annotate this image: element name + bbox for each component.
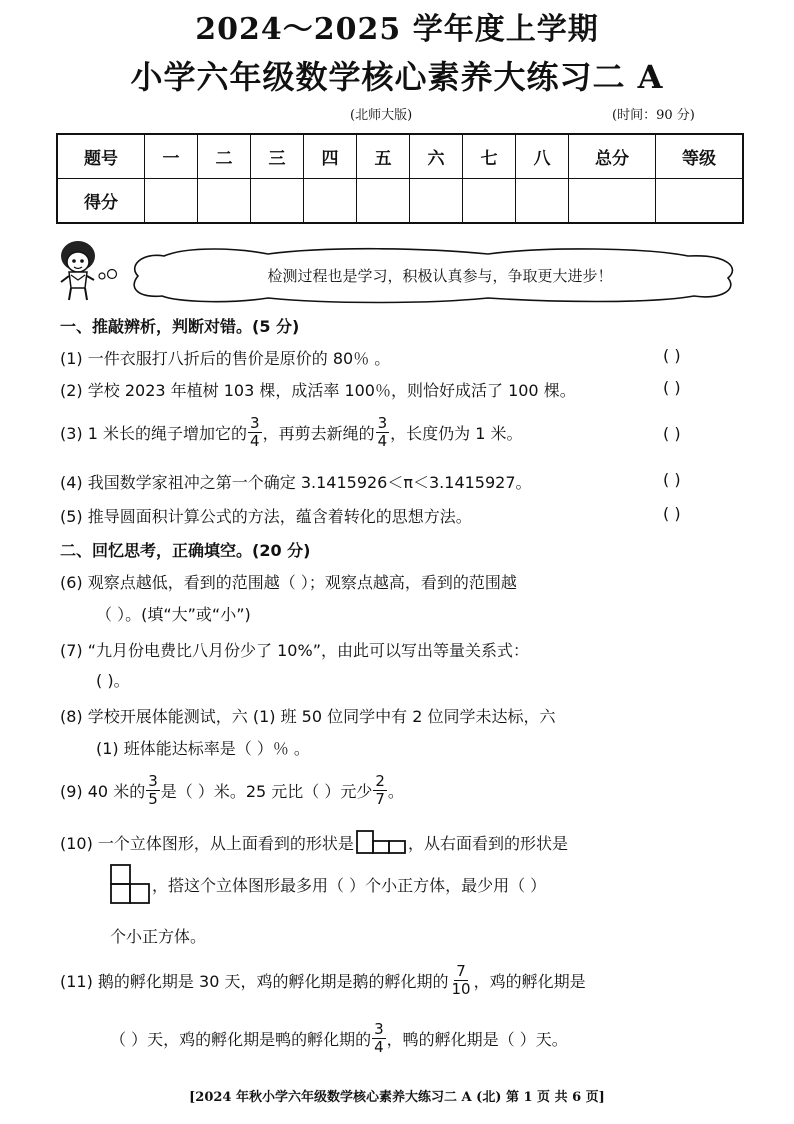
answer-paren-5[interactable]: ( ) [663,504,681,523]
right-view-shape-icon [110,864,150,904]
frac-den: 10 [451,979,471,998]
banner-text: 检测过程也是学习，积极认真参与，争取更大进步！ [267,267,613,285]
score-cell[interactable] [410,179,463,224]
answer-paren-3[interactable]: ( ) [663,424,681,443]
question-3-part-c: ，长度仍为 1 米。 [390,423,523,443]
question-11-line-1 [60,958,586,1002]
frac-num: 3 [377,413,388,432]
fraction-3-4 [248,415,262,450]
question-6-line-2: （ ）。(填“大”或“小”) [96,605,251,624]
score-table-header-row [57,134,743,179]
question-5: (5) 推导圆面积计算公式的方法，蕴含着转化的思想方法。 [60,507,472,526]
answer-paren-2[interactable]: ( ) [663,378,681,397]
question-3-part-b: ，再剪去新绳的 [262,423,375,443]
question-10-part-a: (10) 一个立体图形，从上面看到的形状是 [60,833,354,853]
question-11-line-2 [110,1016,568,1060]
score-cell[interactable] [145,179,198,224]
col-2: 二 [198,134,251,179]
question-9 [60,768,404,812]
col-8: 八 [516,134,569,179]
title-line-2: 小学六年级数学核心素养大练习二 A [130,58,664,96]
col-6: 六 [410,134,463,179]
question-3 [60,410,523,454]
frac-den: 5 [148,789,158,808]
frac-den: 7 [375,789,385,808]
answer-paren-4[interactable]: ( ) [663,470,681,489]
score-cell[interactable] [516,179,569,224]
frac-num: 2 [375,771,385,790]
row-header-score: 得分 [57,179,145,224]
frac-den: 4 [374,1037,384,1056]
frac-den: 4 [250,431,260,450]
question-11-part-b: ，鸡的孵化期是 [473,971,586,991]
question-8-line-2: (1) 班体能达标率是（ ）％ 。 [96,739,310,758]
question-8-line-1: (8) 学校开展体能测试，六 (1) 班 50 位同学中有 2 位同学未达标，六 [60,707,556,726]
question-1: (1) 一件衣服打八折后的售价是原价的 80％ 。 [60,349,391,368]
question-6-line-1: (6) 观察点越低，看到的范围越（ ）；观察点越高，看到的范围越 [60,573,517,592]
frac-num: 3 [250,413,260,432]
frac-num: 3 [374,1019,384,1038]
score-cell[interactable] [656,179,744,224]
row-header-question: 题号 [57,134,145,179]
score-table-score-row [57,179,743,224]
score-cell[interactable] [251,179,304,224]
cartoon-child-icon [56,236,130,306]
fraction-3-4 [376,415,390,450]
top-view-shape-icon [356,830,406,854]
question-3-part-a: (3) 1 米长的绳子增加它的 [60,423,248,443]
question-11-part-c: （ ）天，鸡的孵化期是鸭的孵化期的 [110,1029,372,1049]
fraction-2-7 [373,773,387,808]
section-1-title: 一、推敲辨析，判断对错。(5 分) [60,317,300,336]
frac-num: 3 [148,771,158,790]
answer-paren-1[interactable]: ( ) [663,346,681,365]
question-11-part-d: ，鸭的孵化期是（ ）天。 [386,1029,568,1049]
score-cell[interactable] [569,179,656,224]
page-footer: [2024 年秋小学六年级数学核心素养大练习二 A (北) 第 1 页 共 6 页] [189,1090,605,1105]
question-10-line-1 [60,830,568,854]
question-10-line-2 [110,864,546,904]
question-7-answer-line[interactable]: ( )。 [96,671,130,690]
col-5: 五 [357,134,410,179]
score-table [56,133,744,224]
question-7-line-1: (7) “九月份电费比八月份少了 10%”，由此可以写出等量关系式： [60,641,529,660]
score-cell[interactable] [357,179,410,224]
col-4: 四 [304,134,357,179]
section-2-title: 二、回忆思考，正确填空。(20 分) [60,541,311,560]
question-9-part-c: 。 [387,781,404,801]
score-cell[interactable] [463,179,516,224]
frac-num: 7 [456,961,466,980]
score-cell[interactable] [198,179,251,224]
question-9-part-a: (9) 40 米的 [60,781,146,801]
question-4: (4) 我国数学家祖冲之第一个确定 3.1415926＜π＜3.1415927。 [60,473,532,492]
fraction-3-4 [372,1021,386,1056]
fraction-3-5 [146,773,160,808]
col-1: 一 [145,134,198,179]
col-grade: 等级 [656,134,744,179]
col-3: 三 [251,134,304,179]
question-9-part-b: 是（ ）米。25 元比（ ）元少 [160,781,373,801]
question-10-line-3: 个小正方体。 [110,927,207,946]
frac-den: 4 [377,431,388,450]
edition-label: (北师大版) [350,108,413,123]
title-line-1: 2024～2025 学年度上学期 [195,12,599,47]
col-7: 七 [463,134,516,179]
question-10-part-c: ，搭这个立体图形最多用（ ）个小正方体，最少用（ ） [152,875,547,895]
question-2: (2) 学校 2023 年植树 103 棵，成活率 100％，则恰好成活了 100 棵。 [60,381,576,400]
time-label: (时间：90 分) [612,108,695,123]
question-10-part-b: ，从右面看到的形状是 [407,833,568,853]
question-11-part-a: (11) 鹅的孵化期是 30 天，鸡的孵化期是鹅的孵化期的 [60,971,449,991]
score-cell[interactable] [304,179,357,224]
col-total: 总分 [569,134,656,179]
fraction-7-10 [449,963,472,998]
